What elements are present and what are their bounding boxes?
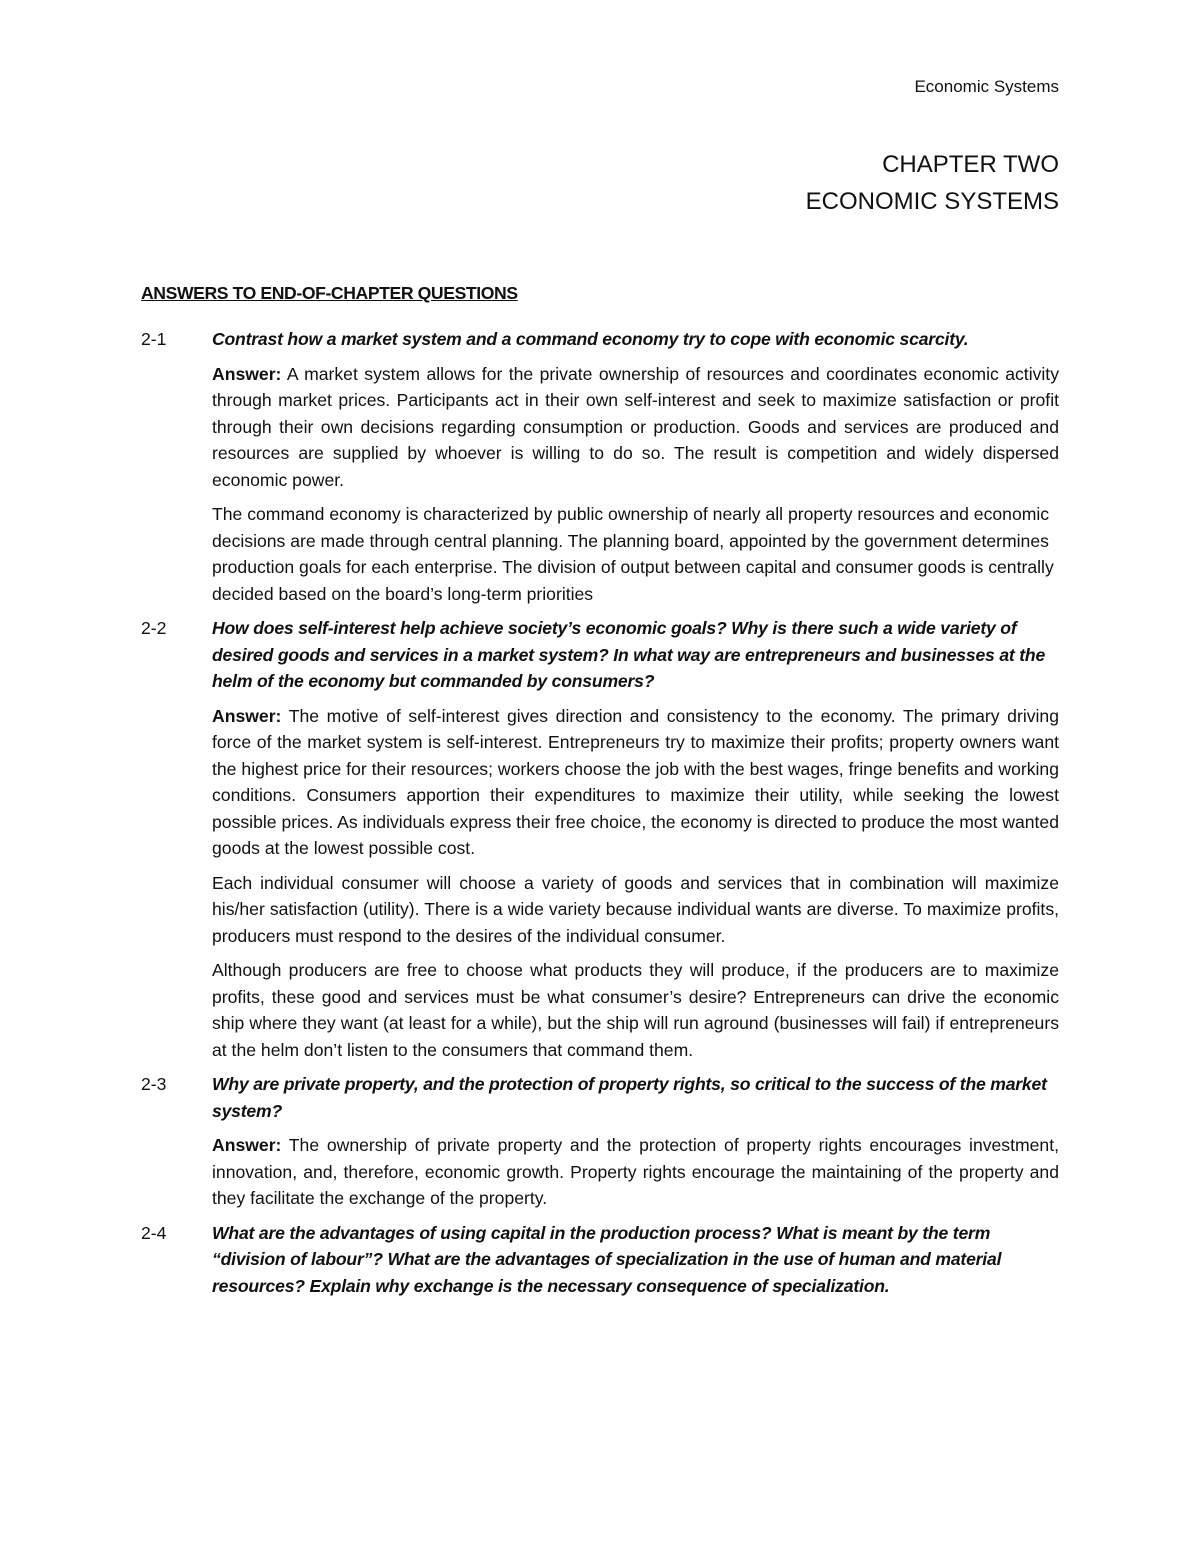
answer-paragraph [212, 361, 1059, 494]
answer-label: Answer: [212, 363, 282, 384]
answer-paragraph: Although producers are free to choose what products they will produce, if the producers are to maximize profits, these good and services must be what consumer’s desire? Entrepreneurs can drive the economic ship where they want (at least for a while), but the ship will run aground (businesses will fail) if entrepreneurs at the helm don’t listen to the consumers that command them. [212, 960, 1059, 1060]
answer-paragraph [212, 1132, 1059, 1212]
question-block [141, 326, 1059, 607]
answer-text: A market system allows for the private ownership of resources and coordinates economic activity through market prices. Participants act in their own self-interest and seek to maximize satisfaction or profit through their own decisions regarding consumption or production. Goods and services are produced and resources are supplied by whoever is willing to do so. The result is competition and widely dispersed economic power. [212, 363, 1059, 490]
answer-text: The ownership of private property and the protection of property rights encourages investment, innovation, and, therefore, economic growth. Property rights encourage the maintaining of the property and they facilitate the exchange of the property. [212, 1135, 1059, 1208]
question-number: 2-4 [141, 1222, 167, 1243]
question-block [141, 1220, 1059, 1300]
chapter-number: CHAPTER TWO [882, 151, 1059, 178]
answer-text: The motive of self-interest gives direction and consistency to the economy. The primary driving force of the market system is self-interest. Entrepreneurs try to maximize their profits; property owners want the highest price for their resources; workers choose the job with the best wages, fringe benefits and working conditions. Consumers apportion their expenditures to maximize their utility, while seeking the lowest possible prices. As individuals express their free choice, the economy is directed to produce the most wanted goods at the lowest possible cost. [212, 705, 1059, 858]
answer-block [212, 361, 1059, 608]
answer-paragraph: Each individual consumer will choose a variety of goods and services that in combination will maximize his/her satisfaction (utility). There is a wide variety because individual wants are diverse. To maximize profits, producers must respond to the desires of the individual consumer. [212, 872, 1059, 946]
question-text: Contrast how a market system and a command economy try to cope with economic scarcity. [212, 329, 969, 349]
chapter-name: ECONOMIC SYSTEMS [805, 188, 1059, 215]
question-block [141, 1071, 1059, 1212]
question-block [141, 615, 1059, 1063]
answer-block [212, 703, 1059, 1064]
answer-paragraph [212, 703, 1059, 862]
chapter-title [806, 146, 1059, 220]
running-header: Economic Systems [914, 77, 1059, 96]
question-text: Why are private property, and the protection of property rights, so critical to the success of the market system? [212, 1074, 1047, 1121]
section-heading: ANSWERS TO END-OF-CHAPTER QUESTIONS [141, 283, 518, 303]
question-number: 2-1 [141, 329, 167, 349]
answer-paragraph: The command economy is characterized by public ownership of nearly all property resources and economic decisions are made through central planning. The planning board, appointed by the government determines production goals for each enterprise. The division of output between capital and consumer goods is centrally decided based on the board’s long-term priorities [212, 504, 1054, 604]
answer-label: Answer: [212, 1135, 282, 1155]
answer-block [212, 1132, 1059, 1212]
question-text: What are the advantages of using capital in the production process? What is meant by the term “division of labour”? What are the advantages of specialization in the use of human and material resources? Explain why exchange is the necessary consequence of specialization. [212, 1222, 1002, 1296]
answer-label: Answer: [212, 705, 282, 726]
question-number: 2-2 [141, 618, 167, 638]
question-text: How does self-interest help achieve society’s economic goals? Why is there such a wide variety of desired goods and services in a market system? In what way are entrepreneurs and businesses at the helm of the economy but commanded by consumers? [212, 618, 1046, 691]
question-number: 2-3 [141, 1074, 167, 1094]
questions-list [141, 326, 1059, 1307]
